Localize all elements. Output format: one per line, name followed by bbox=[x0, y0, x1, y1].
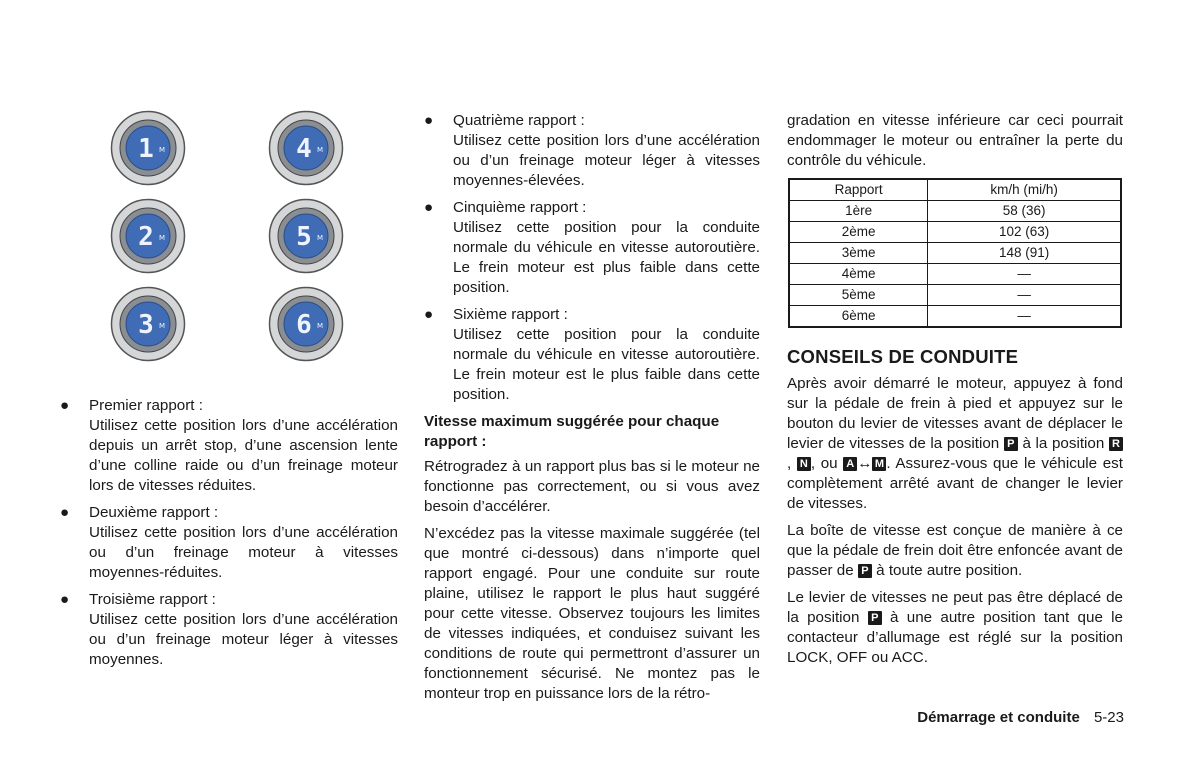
table-cell-gear: 1ère bbox=[789, 201, 928, 222]
shift-p-icon: P bbox=[868, 611, 882, 625]
gear-3-indicator-icon bbox=[110, 286, 186, 362]
gear-5-indicator-icon bbox=[268, 198, 344, 274]
table-cell-speed: 148 (91) bbox=[928, 243, 1121, 264]
text-segment: à une autre position tant que le contacteur d’allumage est réglé sur la position LOCK, OFF ou ACC. bbox=[787, 609, 1123, 666]
shift-p-icon: P bbox=[858, 564, 872, 578]
gear-digit: 2 bbox=[138, 222, 154, 252]
table-cell-speed: — bbox=[928, 285, 1121, 306]
gear-dial-graphic bbox=[110, 110, 186, 186]
bullet-dot-icon: ● bbox=[60, 504, 70, 521]
gear-indicator-icons bbox=[110, 110, 398, 396]
gear-dial-graphic bbox=[110, 286, 186, 362]
bullet-text: Utilisez cette position lors d’une accélération depuis un arrêt stop, d’une ascension lente d’une colline raide ou d’un freinage moteur lors de vitesses réduites. bbox=[89, 417, 398, 494]
text-segment: à toute autre position. bbox=[876, 562, 1023, 579]
gear-mode-letter: M bbox=[158, 322, 166, 330]
shift-a-icon: A bbox=[843, 457, 857, 471]
gear-dial-graphic bbox=[268, 198, 344, 274]
page-footer bbox=[880, 708, 1124, 728]
gear-dial-graphic bbox=[268, 110, 344, 186]
gear-1-indicator-icon bbox=[110, 110, 186, 186]
paragraph-continuation: gradation en vitesse inférieure car ceci pourrait endommager le moteur ou entraîner la perte du contrôle du véhicule. bbox=[787, 112, 1123, 169]
gear-digit: 5 bbox=[296, 222, 312, 252]
table-cell-speed: — bbox=[928, 264, 1121, 285]
table-row bbox=[789, 243, 1121, 264]
shift-m-icon: M bbox=[872, 457, 886, 471]
table-header-rapport: Rapport bbox=[789, 179, 928, 201]
gear-digit: 4 bbox=[296, 134, 312, 164]
table-cell-speed: 102 (63) bbox=[928, 222, 1121, 243]
bullet-label: Cinquième rapport : bbox=[453, 199, 587, 216]
bullet-dot-icon: ● bbox=[60, 397, 70, 414]
gear-digit: 3 bbox=[138, 310, 154, 340]
paragraph-apres-demarrage bbox=[787, 374, 1123, 514]
text-segment: Après avoir démarré le moteur, appuyez à fond sur la pédale de frein à pied et appuyez sur le bouton du levier de vitesses avant de déplacer le levier de vitesses de la position bbox=[787, 375, 1123, 452]
bullet-label: Quatrième rapport : bbox=[453, 112, 585, 129]
paragraph-retrogradez: Rétrogradez à un rapport plus bas si le moteur ne fonctionne pas correctement, ou si vous avez besoin d’accélérer. bbox=[424, 458, 760, 515]
text-segment: . Assurez-vous que le véhicule est complètement arrêté avant de changer le levier de vitesses. bbox=[787, 455, 1123, 512]
paragraph-levier-de-vitesses bbox=[787, 588, 1123, 668]
column-left bbox=[60, 110, 398, 677]
bullet-text: Utilisez cette position pour la conduite normale du véhicule en vitesse autoroutière. Le frein moteur est plus faible dans cette position. bbox=[453, 219, 760, 296]
table-header-kmh: km/h (mi/h) bbox=[928, 179, 1121, 201]
table-cell-gear: 5ème bbox=[789, 285, 928, 306]
gear-4-indicator-icon bbox=[268, 110, 344, 186]
table-row bbox=[789, 201, 1121, 222]
bullet-dot-icon: ● bbox=[424, 199, 434, 216]
bullet-label: Troisième rapport : bbox=[89, 591, 216, 608]
bullet-text: Utilisez cette position lors d’une accélération ou d’un freinage moteur léger à vitesses moyennes. bbox=[89, 611, 398, 668]
bullet-dot-icon: ● bbox=[424, 112, 434, 129]
footer-section-title: Démarrage et conduite bbox=[917, 709, 1080, 726]
gear-dial-graphic bbox=[268, 286, 344, 362]
bullet-quatrieme-rapport bbox=[424, 111, 760, 191]
shift-n-icon: N bbox=[797, 457, 811, 471]
gear-mode-letter: M bbox=[158, 146, 166, 154]
column-middle bbox=[424, 111, 760, 711]
bullet-label: Sixième rapport : bbox=[453, 306, 568, 323]
text-segment: La boîte de vitesse est conçue de manière à ce que la pédale de frein doit être enfoncée avant de passer de bbox=[787, 522, 1123, 579]
table-cell-speed: 58 (36) bbox=[928, 201, 1121, 222]
table-cell-speed: — bbox=[928, 306, 1121, 328]
bullet-label: Deuxième rapport : bbox=[89, 504, 219, 521]
gear-mode-letter: M bbox=[316, 234, 324, 242]
text-segment: , bbox=[787, 455, 792, 472]
table-cell-gear: 4ème bbox=[789, 264, 928, 285]
table-cell-gear: 3ème bbox=[789, 243, 928, 264]
bullet-label: Premier rapport : bbox=[89, 397, 203, 414]
bullet-sixieme-rapport bbox=[424, 305, 760, 405]
table-row bbox=[789, 306, 1121, 328]
gear-digit: 1 bbox=[138, 134, 154, 164]
speed-table bbox=[788, 178, 1122, 328]
arrow-icon: ↔ bbox=[857, 455, 873, 472]
table-row bbox=[789, 222, 1121, 243]
bullet-dot-icon: ● bbox=[60, 591, 70, 608]
table-cell-gear: 6ème bbox=[789, 306, 928, 328]
column-right bbox=[787, 111, 1123, 675]
gear-dial-graphic bbox=[110, 198, 186, 274]
bullet-cinquieme-rapport bbox=[424, 198, 760, 298]
shift-p-icon: P bbox=[1004, 437, 1018, 451]
paragraph-n-excedez: N’excédez pas la vitesse maximale suggérée (tel que montré ci-dessous) dans n’importe quel rapport engagé. Pour une conduite sur route plaine, utilisez le rapport le plus haut suggéré pour cette vitesse. Observez toujours les limites de vitesses indiquées, et conduisez suivant les conditions de route qui permettront d’assurer un fonctionnement sécurisé. Ne montez pas le monteur trop en puissance lors de la rétro- bbox=[424, 525, 760, 702]
gear-mode-letter: M bbox=[316, 322, 324, 330]
gear-digit: 6 bbox=[296, 310, 312, 340]
gear-6-indicator-icon bbox=[268, 286, 344, 362]
table-row bbox=[789, 264, 1121, 285]
gear-2-indicator-icon bbox=[110, 198, 186, 274]
bullet-text: Utilisez cette position lors d’une accélération ou d’un freinage moteur à vitesses moyennes-réduites. bbox=[89, 524, 398, 581]
bullet-premier-rapport bbox=[60, 396, 398, 496]
bullet-dot-icon: ● bbox=[424, 306, 434, 323]
heading-conseils-de-conduite: CONSEILS DE CONDUITE bbox=[787, 346, 1019, 367]
table-row bbox=[789, 285, 1121, 306]
text-segment: , ou bbox=[810, 455, 838, 472]
paragraph-boite-de-vitesse bbox=[787, 521, 1123, 581]
bullet-deuxieme-rapport bbox=[60, 503, 398, 583]
text-segment: à la position bbox=[1022, 435, 1105, 452]
bullet-text: Utilisez cette position pour la conduite normale du véhicule en vitesse autoroutière. Le frein moteur est le plus faible dans cette position. bbox=[453, 326, 760, 403]
bullet-troisieme-rapport bbox=[60, 590, 398, 670]
shift-r-icon: R bbox=[1109, 437, 1123, 451]
page-number: 5-23 bbox=[1093, 709, 1124, 726]
bullet-text: Utilisez cette position lors d’une accélération ou d’un freinage moteur léger à vitesses moyennes-élevées. bbox=[453, 132, 760, 189]
subheading-vitesse-maximum: Vitesse maximum suggérée pour chaque rapport : bbox=[424, 413, 720, 450]
text-segment: Le levier de vitesses ne peut pas être déplacé de la position bbox=[787, 589, 1123, 626]
gear-mode-letter: M bbox=[158, 234, 166, 242]
table-header-row bbox=[789, 179, 1121, 201]
gear-mode-letter: M bbox=[316, 146, 324, 154]
table-cell-gear: 2ème bbox=[789, 222, 928, 243]
